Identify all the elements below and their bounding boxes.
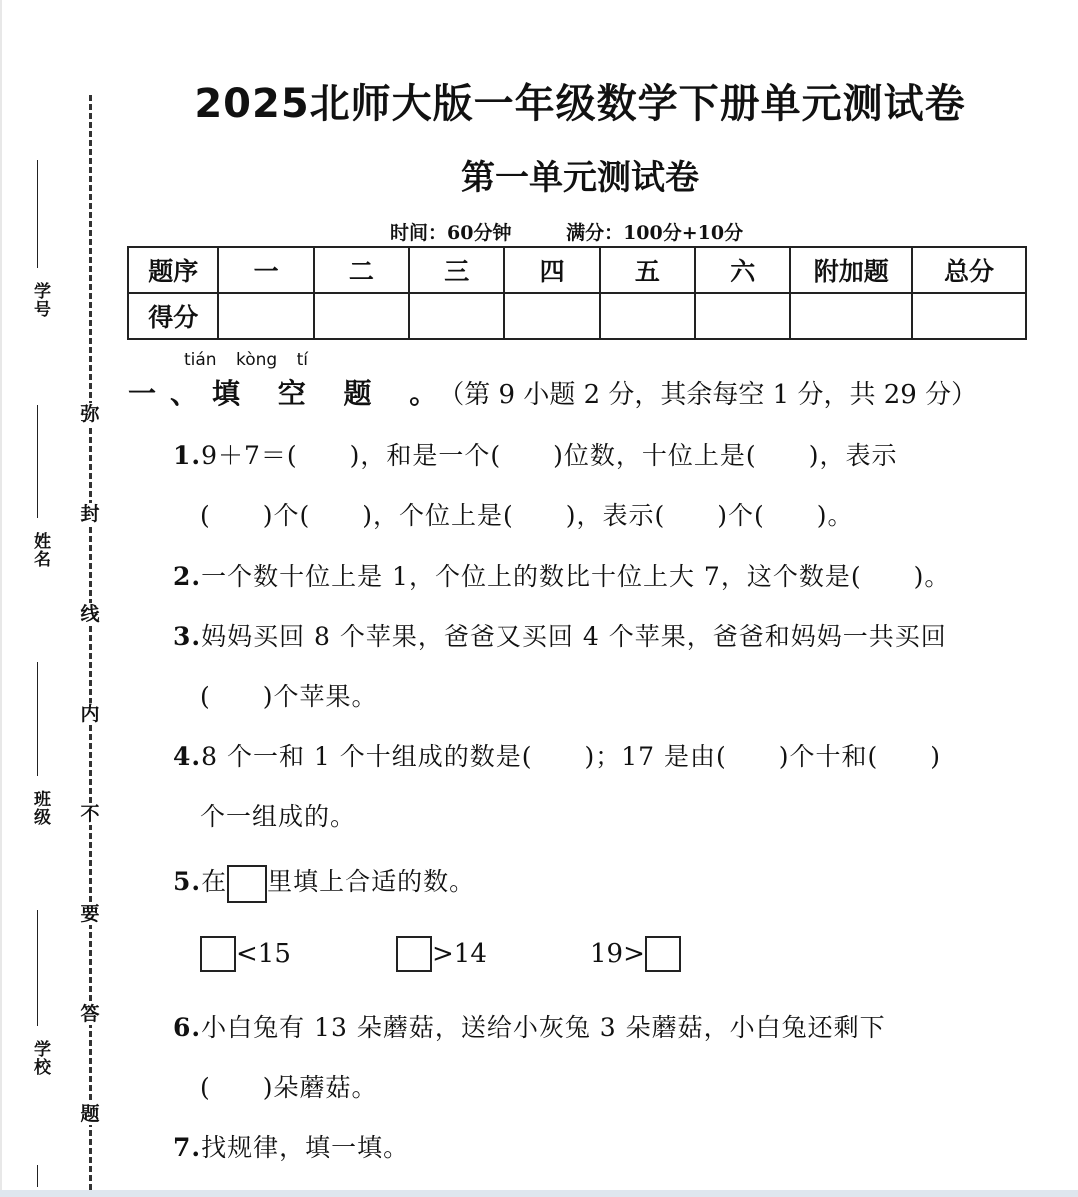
seal-char: 答 bbox=[80, 1003, 100, 1025]
school-label: 学校 bbox=[30, 1040, 50, 1076]
exam-subtitle: 第一单元测试卷 bbox=[461, 158, 699, 198]
table-cell: 五 bbox=[600, 247, 695, 293]
compare-text: >14 bbox=[432, 939, 487, 969]
table-cell: 三 bbox=[409, 247, 504, 293]
answer-box[interactable] bbox=[396, 936, 432, 972]
class-label: 班级 bbox=[30, 790, 50, 826]
name-line bbox=[37, 405, 38, 518]
table-cell: 一 bbox=[218, 247, 313, 293]
question-text: 8 个一和 1 个十组成的数是( )；17 是由( )个十和( ) bbox=[201, 742, 942, 771]
seal-char: 要 bbox=[80, 903, 100, 925]
question-text-pre: 在 bbox=[201, 867, 228, 896]
score-cell[interactable] bbox=[314, 293, 409, 339]
question-number: 4. bbox=[173, 742, 202, 771]
seal-char: 不 bbox=[80, 803, 100, 825]
section-note: （第 9 小题 2 分，其余每空 1 分，共 29 分） bbox=[451, 380, 978, 410]
seal-char: 题 bbox=[80, 1103, 100, 1125]
compare-item-1 bbox=[200, 936, 291, 972]
score-cell[interactable] bbox=[695, 293, 790, 339]
question-1 bbox=[173, 436, 897, 472]
question-number: 3. bbox=[173, 622, 202, 651]
score-cell[interactable] bbox=[409, 293, 504, 339]
question-4-cont: 个一组成的。 bbox=[200, 802, 357, 831]
exam-meta bbox=[390, 218, 791, 245]
name-label: 姓名 bbox=[30, 532, 50, 568]
table-cell: 四 bbox=[504, 247, 599, 293]
seal-char: 内 bbox=[80, 703, 100, 725]
section-pinyin: tián kòng tí bbox=[184, 350, 308, 370]
question-number: 2. bbox=[173, 562, 202, 591]
answer-box-icon bbox=[227, 865, 267, 903]
score-cell[interactable] bbox=[218, 293, 313, 339]
answer-box[interactable] bbox=[200, 936, 236, 972]
student-id-label: 学号 bbox=[30, 282, 50, 318]
time-limit: 时间：60分钟 bbox=[390, 222, 512, 244]
question-2 bbox=[173, 557, 950, 593]
score-table-score-row bbox=[128, 293, 1026, 339]
exam-title: 2025北师大版一年级数学下册单元测试卷 bbox=[194, 81, 966, 127]
score-table bbox=[127, 246, 1027, 340]
question-6-cont: ( )朵蘑菇。 bbox=[200, 1073, 378, 1102]
seal-char: 封 bbox=[80, 503, 100, 525]
section-heading bbox=[128, 372, 977, 412]
question-3 bbox=[173, 617, 947, 653]
question-text: 妈妈买回 8 个苹果，爸爸又买回 4 个苹果，爸爸和妈妈一共买回 bbox=[201, 622, 947, 651]
question-number: 1. bbox=[173, 441, 202, 470]
table-cell: 题序 bbox=[128, 247, 218, 293]
table-cell: 得分 bbox=[128, 293, 218, 339]
question-text: 一个数十位上是 1，个位上的数比十位上大 7，这个数是( )。 bbox=[201, 562, 951, 591]
table-cell: 二 bbox=[314, 247, 409, 293]
table-cell: 总分 bbox=[912, 247, 1026, 293]
question-text: 9＋7＝( )，和是一个( )位数，十位上是( )，表示 bbox=[201, 441, 898, 470]
seal-dashed-line bbox=[89, 95, 92, 1190]
question-text: 小白兔有 13 朵蘑菇，送给小灰兔 3 朵蘑菇，小白兔还剩下 bbox=[201, 1013, 886, 1042]
score-cell[interactable] bbox=[790, 293, 912, 339]
school-line bbox=[37, 910, 38, 1026]
question-6 bbox=[173, 1008, 886, 1044]
compare-text: 19> bbox=[590, 939, 645, 969]
question-number: 7. bbox=[173, 1133, 202, 1162]
section-title: 一、填 空 题 。 bbox=[128, 377, 452, 410]
table-cell: 六 bbox=[695, 247, 790, 293]
margin-line-bottom bbox=[37, 1165, 38, 1187]
question-7 bbox=[173, 1128, 409, 1164]
score-table-header-row bbox=[128, 247, 1026, 293]
seal-char: 线 bbox=[80, 603, 100, 625]
score-cell[interactable] bbox=[600, 293, 695, 339]
question-number: 5. bbox=[173, 867, 202, 896]
score-cell[interactable] bbox=[504, 293, 599, 339]
compare-text: <15 bbox=[236, 939, 291, 969]
question-1-cont: ( )个( )，个位上是( )，表示( )个( )。 bbox=[200, 501, 854, 530]
table-cell: 附加题 bbox=[790, 247, 912, 293]
window-bottom-bar bbox=[0, 1190, 1078, 1197]
question-3-cont: ( )个苹果。 bbox=[200, 682, 378, 711]
seal-char: 弥 bbox=[80, 403, 100, 425]
class-line bbox=[37, 662, 38, 776]
answer-box[interactable] bbox=[645, 936, 681, 972]
question-number: 6. bbox=[173, 1013, 202, 1042]
question-text: 找规律，填一填。 bbox=[201, 1133, 410, 1162]
question-text-post: 里填上合适的数。 bbox=[267, 867, 476, 896]
compare-item-2 bbox=[396, 936, 487, 972]
score-cell[interactable] bbox=[912, 293, 1026, 339]
full-score: 满分：100分+10分 bbox=[566, 222, 744, 244]
question-5 bbox=[173, 862, 475, 903]
compare-item-3 bbox=[590, 936, 681, 972]
question-4 bbox=[173, 737, 941, 773]
